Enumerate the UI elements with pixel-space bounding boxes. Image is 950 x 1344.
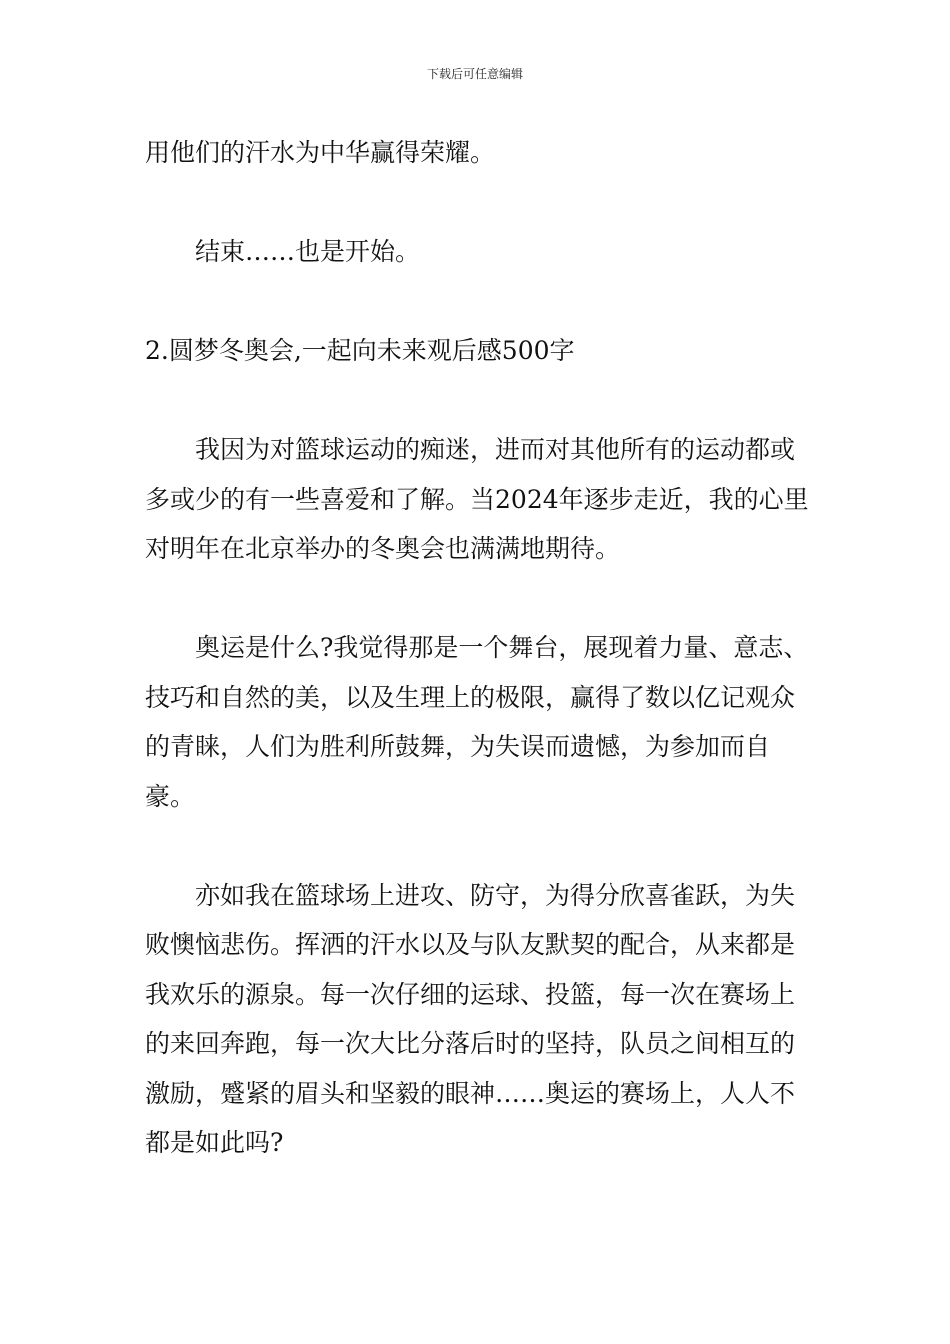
document-body: [145, 128, 813, 1168]
page-header: 下载后可任意编辑: [426, 67, 523, 81]
paragraph-court: 亦如我在篮球场上进攻、防守，为得分欣喜雀跃，为失败懊恼悲伤。挥洒的汗水以及与队友默契的配合，从来都是我欢乐的源泉。每一次仔细的运球、投篮，每一次在赛场上的来回奔跑，每一次大比分落后时的坚持，队员之间相互的激励，蹙紧的眉头和坚毅的眼神……奥运的赛场上，人人不都是如此吗?: [145, 880, 796, 1157]
paragraph-gap: [145, 821, 813, 871]
paragraph-gap: [145, 277, 813, 327]
section-heading: 2.圆梦冬奥会,一起向未来观后感500字: [145, 336, 575, 365]
paragraph-gap: [145, 178, 813, 228]
paragraph-basketball: 我因为对篮球运动的痴迷，进而对其他所有的运动都或多或少的有一些喜爱和了解。当2024年逐步走近，我的心里对明年在北京举办的冬奥会也满满地期待。: [145, 435, 809, 563]
paragraph-gap: [145, 376, 813, 426]
paragraph-olympics: 奥运是什么?我觉得那是一个舞台，展现着力量、意志、技巧和自然的美，以及生理上的极限，赢得了数以亿记观众的青睐，人们为胜利所鼓舞，为失误而遗憾，为参加而自豪。: [145, 633, 809, 811]
paragraph-continuation: 用他们的汗水为中华赢得荣耀。: [145, 138, 496, 167]
paragraph-gap: [145, 574, 813, 624]
paragraph-ending: 结束……也是开始。: [195, 237, 421, 266]
